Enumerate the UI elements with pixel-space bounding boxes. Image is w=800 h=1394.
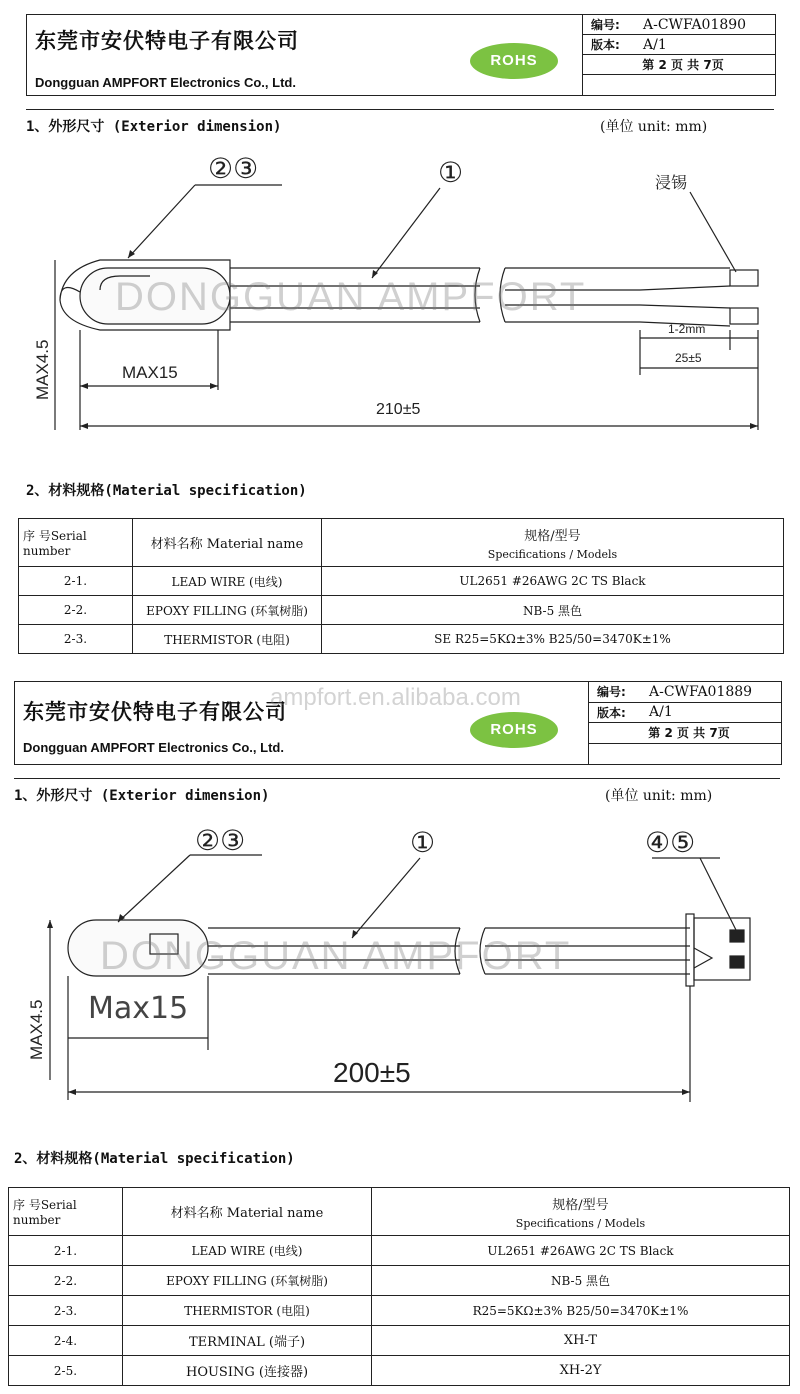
doc1-dim-max15: MAX15 (122, 363, 178, 382)
doc2-row2-spec: NB-5 黑色 (372, 1266, 790, 1296)
doc1-dim-max45: MAX4.5 (33, 339, 52, 400)
doc2-th-serial: 序 号Serial number (9, 1188, 123, 1236)
doc2-dim-max15: Max15 (88, 991, 189, 1026)
doc2-row4-name: TERMINAL (端子) (123, 1326, 372, 1356)
doc2-code: A-CWFA01889 (649, 683, 753, 700)
doc2-th-spec-en: Specifications / Models (515, 1216, 646, 1230)
doc2-version: A/1 (649, 704, 673, 721)
doc2-section1-title: 1、外形尺寸 (Exterior dimension) (14, 788, 270, 804)
doc2-row4-spec: XH-T (372, 1326, 790, 1356)
doc2-row5-no: 2-5. (9, 1356, 123, 1386)
doc1-row2-no: 2-2. (19, 596, 133, 625)
doc1-header (26, 14, 776, 96)
doc1-row2-spec: NB-5 黑色 (322, 596, 784, 625)
doc2-callout-45: ④⑤ (645, 826, 696, 859)
doc1-th-spec-en: Specifications / Models (487, 547, 618, 561)
doc2-unit: (单位 unit: mm) (605, 788, 713, 804)
doc2-row2-name: EPOXY FILLING (环氧树脂) (123, 1266, 372, 1296)
doc1-version: A/1 (643, 36, 667, 53)
doc2-spec-table (8, 1187, 790, 1386)
doc2-row3-spec: R25=5KΩ±3% B25/50=3470K±1% (372, 1296, 790, 1326)
doc1-rohs-logo: ROHS (470, 43, 558, 79)
table-row (19, 567, 784, 596)
doc1-code: A-CWFA01890 (643, 16, 747, 33)
doc2-site-watermark: ampfort.en.alibaba.com (270, 684, 521, 711)
doc1-callout-23: ②③ (208, 152, 259, 185)
doc1-dim-split: 25±5 (675, 351, 702, 365)
doc1-row2-name: EPOXY FILLING (环氧树脂) (133, 596, 322, 625)
doc1-spec-table (18, 518, 784, 654)
doc2-row1-no: 2-1. (9, 1236, 123, 1266)
table-row (19, 625, 784, 654)
doc1-watermark: DONGGUAN AMPFORT (115, 275, 587, 319)
doc2-th-spec-cn: 规格/型号 (552, 1197, 609, 1213)
doc2-rohs-logo: ROHS (470, 712, 558, 748)
doc2-code-label: 编号: (597, 685, 626, 700)
doc1-section2-title: 2、材料规格(Material specification) (26, 483, 307, 499)
doc2-row2-no: 2-2. (9, 1266, 123, 1296)
doc1-code-label: 编号: (591, 18, 620, 32)
doc1-row3-name: THERMISTOR (电阻) (133, 625, 322, 654)
doc2-row1-name: LEAD WIRE (电线) (123, 1236, 372, 1266)
doc2-row3-no: 2-3. (9, 1296, 123, 1326)
doc2-dim-max45: MAX4.5 (27, 999, 46, 1060)
doc2-company-en: Dongguan AMPFORT Electronics Co., Ltd. (23, 740, 284, 755)
doc1-th-name: 材料名称 Material name (133, 519, 322, 567)
doc2-company-cn: 东莞市安伏特电子有限公司 (23, 700, 287, 724)
doc1-th-spec-cn: 规格/型号 (524, 528, 581, 544)
table-row (9, 1356, 790, 1386)
doc1-row1-no: 2-1. (19, 567, 133, 596)
doc1-row3-no: 2-3. (19, 625, 133, 654)
doc1-unit: (单位 unit: mm) (600, 119, 708, 135)
table-row (9, 1326, 790, 1356)
doc2-row4-no: 2-4. (9, 1326, 123, 1356)
doc1-version-label: 版本: (591, 38, 620, 52)
doc2-th-name: 材料名称 Material name (123, 1188, 372, 1236)
doc1-tin-label: 浸锡 (655, 173, 688, 192)
doc1-row3-spec: SE R25=5KΩ±3% B25/50=3470K±1% (322, 625, 784, 654)
doc1-th-spec (322, 519, 784, 567)
doc1-page: 第 2 页 共 7页 (642, 58, 724, 72)
doc2-page: 第 2 页 共 7页 (648, 726, 730, 741)
doc2-row3-name: THERMISTOR (电阻) (123, 1296, 372, 1326)
table-row (19, 596, 784, 625)
doc2-section2-title: 2、材料规格(Material specification) (14, 1151, 295, 1167)
table-row (9, 1266, 790, 1296)
doc1-divider (26, 109, 774, 110)
doc2-watermark: DONGGUAN AMPFORT (100, 934, 572, 978)
doc2-th-spec (372, 1188, 790, 1236)
doc1-company-en: Dongguan AMPFORT Electronics Co., Ltd. (35, 75, 296, 90)
doc2-row5-spec: XH-2Y (372, 1356, 790, 1386)
doc2-meta-box (588, 682, 781, 764)
doc1-meta-box (582, 15, 775, 95)
doc1-callout-1: ① (438, 156, 464, 189)
doc2-callout-1: ① (410, 826, 436, 859)
doc2-callout-23: ②③ (195, 824, 246, 857)
doc1-row1-spec: UL2651 #26AWG 2C TS Black (322, 567, 784, 596)
doc2-dim-total: 200±5 (333, 1057, 411, 1088)
doc2-row5-name: HOUSING (连接器) (123, 1356, 372, 1386)
doc1-row1-name: LEAD WIRE (电线) (133, 567, 322, 596)
doc1-dim-total: 210±5 (376, 401, 421, 418)
doc1-th-serial: 序 号Serial number (19, 519, 133, 567)
doc1-section1-title: 1、外形尺寸 (Exterior dimension) (26, 119, 282, 135)
doc2-version-label: 版本: (597, 705, 626, 720)
table-row (9, 1236, 790, 1266)
doc2-divider (14, 778, 780, 779)
doc1-company-cn: 东莞市安伏特电子有限公司 (35, 29, 299, 53)
doc2-row1-spec: UL2651 #26AWG 2C TS Black (372, 1236, 790, 1266)
doc1-dim-strip: 1-2mm (668, 322, 706, 336)
table-row (9, 1296, 790, 1326)
